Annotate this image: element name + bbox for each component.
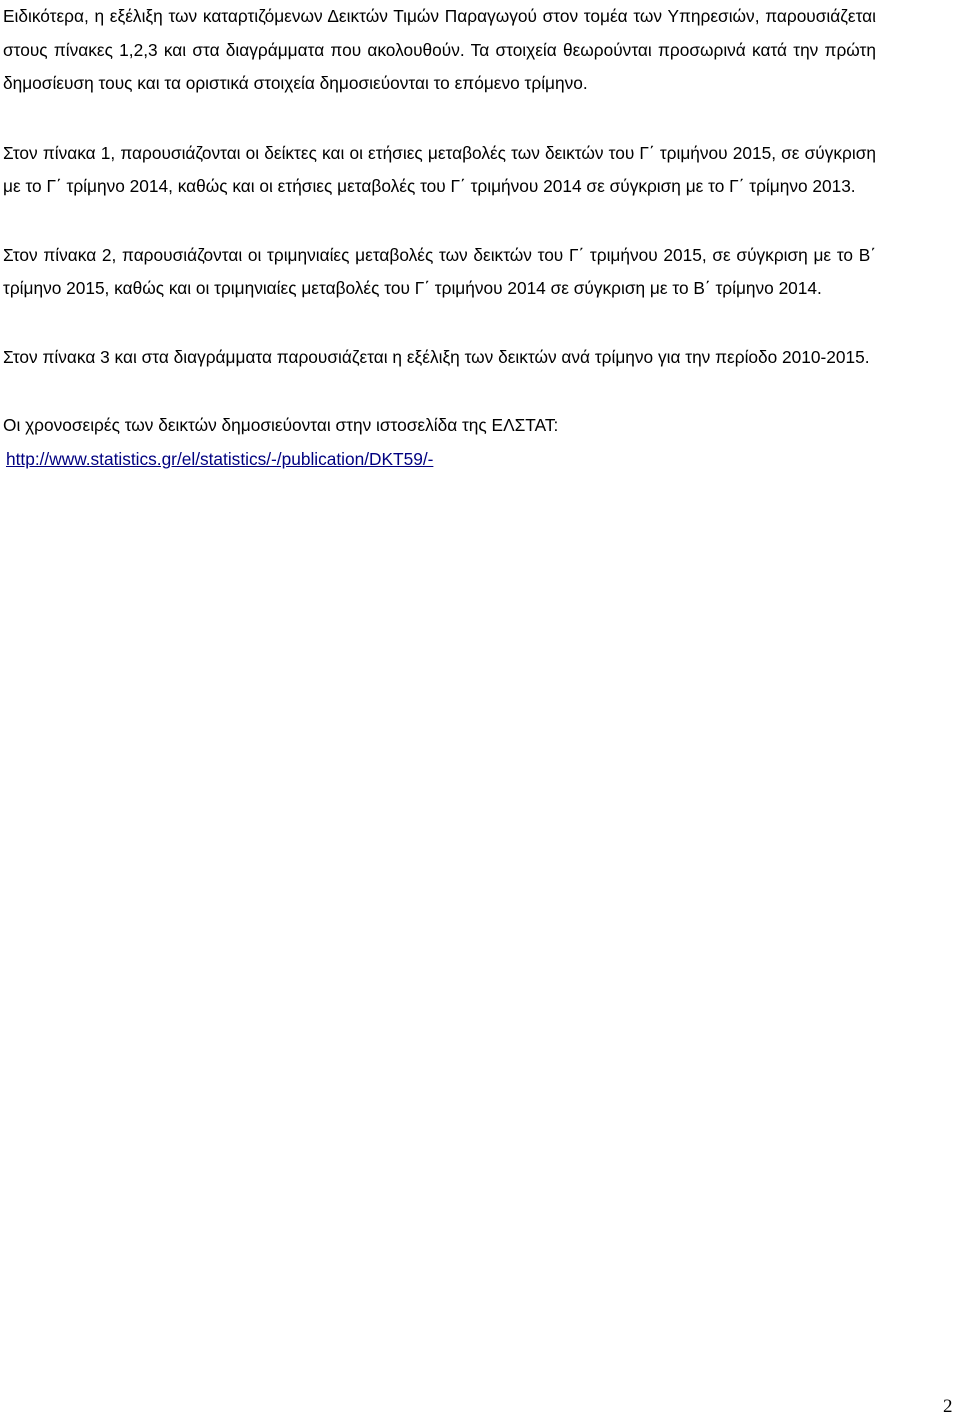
document-body <box>3 0 876 476</box>
paragraph-table-1: Στον πίνακα 1, παρουσιάζονται οι δείκτες και οι ετήσιες μεταβολές των δεικτών του Γ΄ τριμήνου 2015, σε σύγκριση με το Γ΄ τρίμηνο 2014, καθώς και οι ετήσιες μεταβολές του Γ΄ τριμήνου 2014 σε σύγκριση με το Γ΄ τρίμηνο 2013. <box>3 142 876 196</box>
paragraph-intro: Ειδικότερα, η εξέλιξη των καταρτιζόμενων Δεικτών Τιμών Παραγωγού στον τομέα των Υπηρεσιών, παρουσιάζεται στους πίνακες 1,2,3 και στα διαγράμματα που ακολουθούν. Τα στοιχεία θεωρούνται προσωρινά κατά την πρώτη δημοσίευση τους και τα οριστικά στοιχεία δημοσιεύονται το επόμενο τρίμηνο. <box>3 6 876 93</box>
elstat-publication-link[interactable]: http://www.statistics.gr/el/statistics/-/publication/DKT59/- <box>6 448 434 469</box>
page-number: 2 <box>943 1396 953 1417</box>
paragraph-table-2: Στον πίνακα 2, παρουσιάζονται οι τριμηνιαίες μεταβολές των δεικτών του Γ΄ τριμήνου 2015, σε σύγκριση με το Β΄ τρίμηνο 2015, καθώς και οι τριμηνιαίες μεταβολές του Γ΄ τριμήνου 2014 σε σύγκριση με το Β΄ τρίμηνο 2014. <box>3 244 876 298</box>
link-line <box>3 443 876 477</box>
paragraph-timeseries: Οι χρονοσειρές των δεικτών δημοσιεύονται στην ιστοσελίδα της ΕΛΣΤΑΤ: <box>3 415 559 435</box>
paragraph-table-3: Στον πίνακα 3 και στα διαγράμματα παρουσιάζεται η εξέλιξη των δεικτών ανά τρίμηνο για την περίοδο 2010-2015. <box>3 346 870 367</box>
